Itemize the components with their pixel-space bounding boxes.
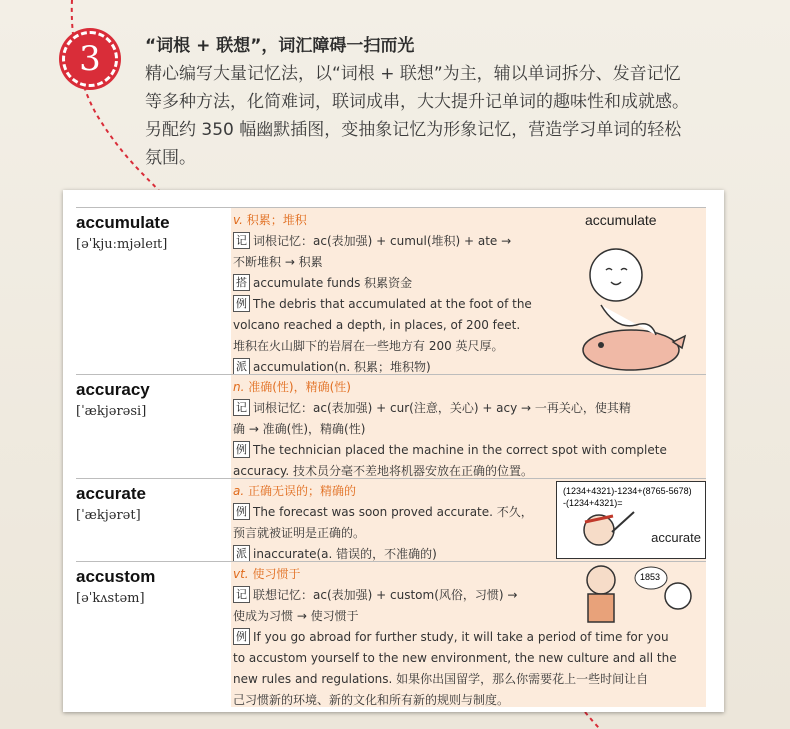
section-headline: “词根 + 联想”，词汇障碍一扫而光 bbox=[145, 36, 415, 56]
memory-tag-icon: 记 bbox=[233, 232, 250, 249]
entry-line: accumulate funds 积累资金 bbox=[253, 276, 413, 290]
entry-line: 堆积在火山脚下的岩屑在一些地方有 200 英尺厚。 bbox=[233, 339, 504, 353]
part-of-speech: a. bbox=[233, 484, 245, 498]
phonetic: [ˈækjərəsi] bbox=[76, 404, 147, 419]
part-of-speech: vt. bbox=[233, 567, 249, 581]
student-pointing-icon bbox=[557, 482, 707, 560]
entry-headword bbox=[76, 479, 231, 523]
headword: accuracy bbox=[76, 380, 150, 399]
headword: accumulate bbox=[76, 213, 170, 232]
phonetic: [əˈkjuːmjəleɪt] bbox=[76, 237, 168, 252]
entry-accumulate bbox=[76, 207, 706, 375]
illustration-label: accurate bbox=[651, 530, 701, 545]
entry-headword bbox=[76, 562, 231, 606]
intro-line: 等多种方法，化简难词，联词成串，大大提升记单词的趣味性和成就感。 bbox=[145, 92, 689, 112]
entry-line: 词根记忆：ac(表加强) + cumul(堆积) + ate → bbox=[253, 234, 512, 248]
blackboard-equation: -(1234+4321)= bbox=[563, 498, 623, 508]
entry-line: 己习惯新的环境、新的文化和所有新的规则与制度。 bbox=[233, 693, 510, 707]
entry-line: 联想记忆：ac(表加强) + custom(风俗，习惯) → bbox=[253, 588, 518, 602]
section-intro bbox=[145, 60, 745, 172]
entry-headword bbox=[76, 375, 231, 419]
example-tag-icon: 例 bbox=[233, 295, 250, 312]
vocabulary-card bbox=[63, 190, 724, 712]
intro-line: 氛围。 bbox=[145, 148, 196, 168]
speech-bubble-text: 1853 bbox=[640, 572, 661, 582]
entry-line: The technician placed the machine in the correct spot with complete bbox=[253, 443, 667, 457]
entry-definition-panel bbox=[231, 375, 706, 478]
headword: accustom bbox=[76, 567, 156, 586]
memory-tag-icon: 记 bbox=[233, 586, 250, 603]
section-number-badge: 3 bbox=[62, 31, 118, 87]
entry-line: The forecast was soon proved accurate. 不久， bbox=[253, 505, 533, 519]
entry-line: 词根记忆：ac(表加强) + cur(注意，关心) + acy → 一再关心，使其精 bbox=[253, 401, 631, 415]
entry-line: accuracy. 技术员分毫不差地将机器安放在正确的位置。 bbox=[233, 464, 534, 478]
illustration-label: accumulate bbox=[585, 212, 657, 228]
definition: 积累；堆积 bbox=[246, 213, 307, 227]
entry-line: accumulation(n. 积累；堆积物) bbox=[253, 360, 431, 374]
part-of-speech: v. bbox=[233, 213, 243, 227]
illustration-blackboard bbox=[556, 481, 706, 559]
entry-headword bbox=[76, 208, 231, 252]
entry-line: If you go abroad for further study, it will take a period of time for you bbox=[253, 630, 669, 644]
example-tag-icon: 例 bbox=[233, 628, 250, 645]
phonetic: [ˈækjərət] bbox=[76, 508, 141, 523]
baby-on-piggy-bank-icon bbox=[561, 210, 706, 373]
blackboard-equation: (1234+4321)-1234+(8765-5678) bbox=[563, 486, 692, 496]
derivative-tag-icon: 派 bbox=[233, 545, 250, 562]
entry-line: 确 → 准确(性)，精确(性) bbox=[233, 422, 366, 436]
phonetic: [əˈkʌstəm] bbox=[76, 591, 145, 606]
entry-accustom bbox=[76, 561, 706, 707]
entry-line: volcano reached a depth, in places, of 200 feet. bbox=[233, 318, 521, 332]
entry-line: 不断堆积 → 积累 bbox=[233, 255, 323, 269]
entry-line: 使成为习惯 → 使习惯于 bbox=[233, 609, 359, 623]
entry-line: The debris that accumulated at the foot of the bbox=[253, 297, 532, 311]
collocation-tag-icon: 搭 bbox=[233, 274, 250, 291]
memory-tag-icon: 记 bbox=[233, 399, 250, 416]
intro-line: 另配约 350 幅幽默插图，变抽象记忆为形象记忆，营造学习单词的轻松 bbox=[145, 120, 682, 140]
entry-line: inaccurate(a. 错误的，不准确的) bbox=[253, 547, 437, 561]
definition: 正确无误的；精确的 bbox=[248, 484, 357, 498]
part-of-speech: n. bbox=[233, 380, 245, 394]
definition: 准确(性)，精确(性) bbox=[248, 380, 351, 394]
headword: accurate bbox=[76, 484, 146, 503]
derivative-tag-icon: 派 bbox=[233, 358, 250, 375]
entry-accuracy bbox=[76, 374, 706, 478]
illustration-time-travel bbox=[576, 562, 706, 624]
example-tag-icon: 例 bbox=[233, 441, 250, 458]
entry-line: to accustom yourself to the new environment, the new culture and all the bbox=[233, 651, 677, 665]
example-tag-icon: 例 bbox=[233, 503, 250, 520]
definition: 使习惯于 bbox=[252, 567, 301, 581]
entry-line: 预言就被证明是正确的。 bbox=[233, 526, 366, 540]
entry-line: new rules and regulations. 如果你出国留学，那么你需要花上一些时间让自 bbox=[233, 672, 649, 686]
intro-line: 精心编写大量记忆法，以“词根 + 联想”为主，辅以单词拆分、发音记忆 bbox=[145, 64, 681, 84]
illustration-piggy-bank bbox=[561, 210, 706, 373]
entry-accurate bbox=[76, 478, 706, 562]
